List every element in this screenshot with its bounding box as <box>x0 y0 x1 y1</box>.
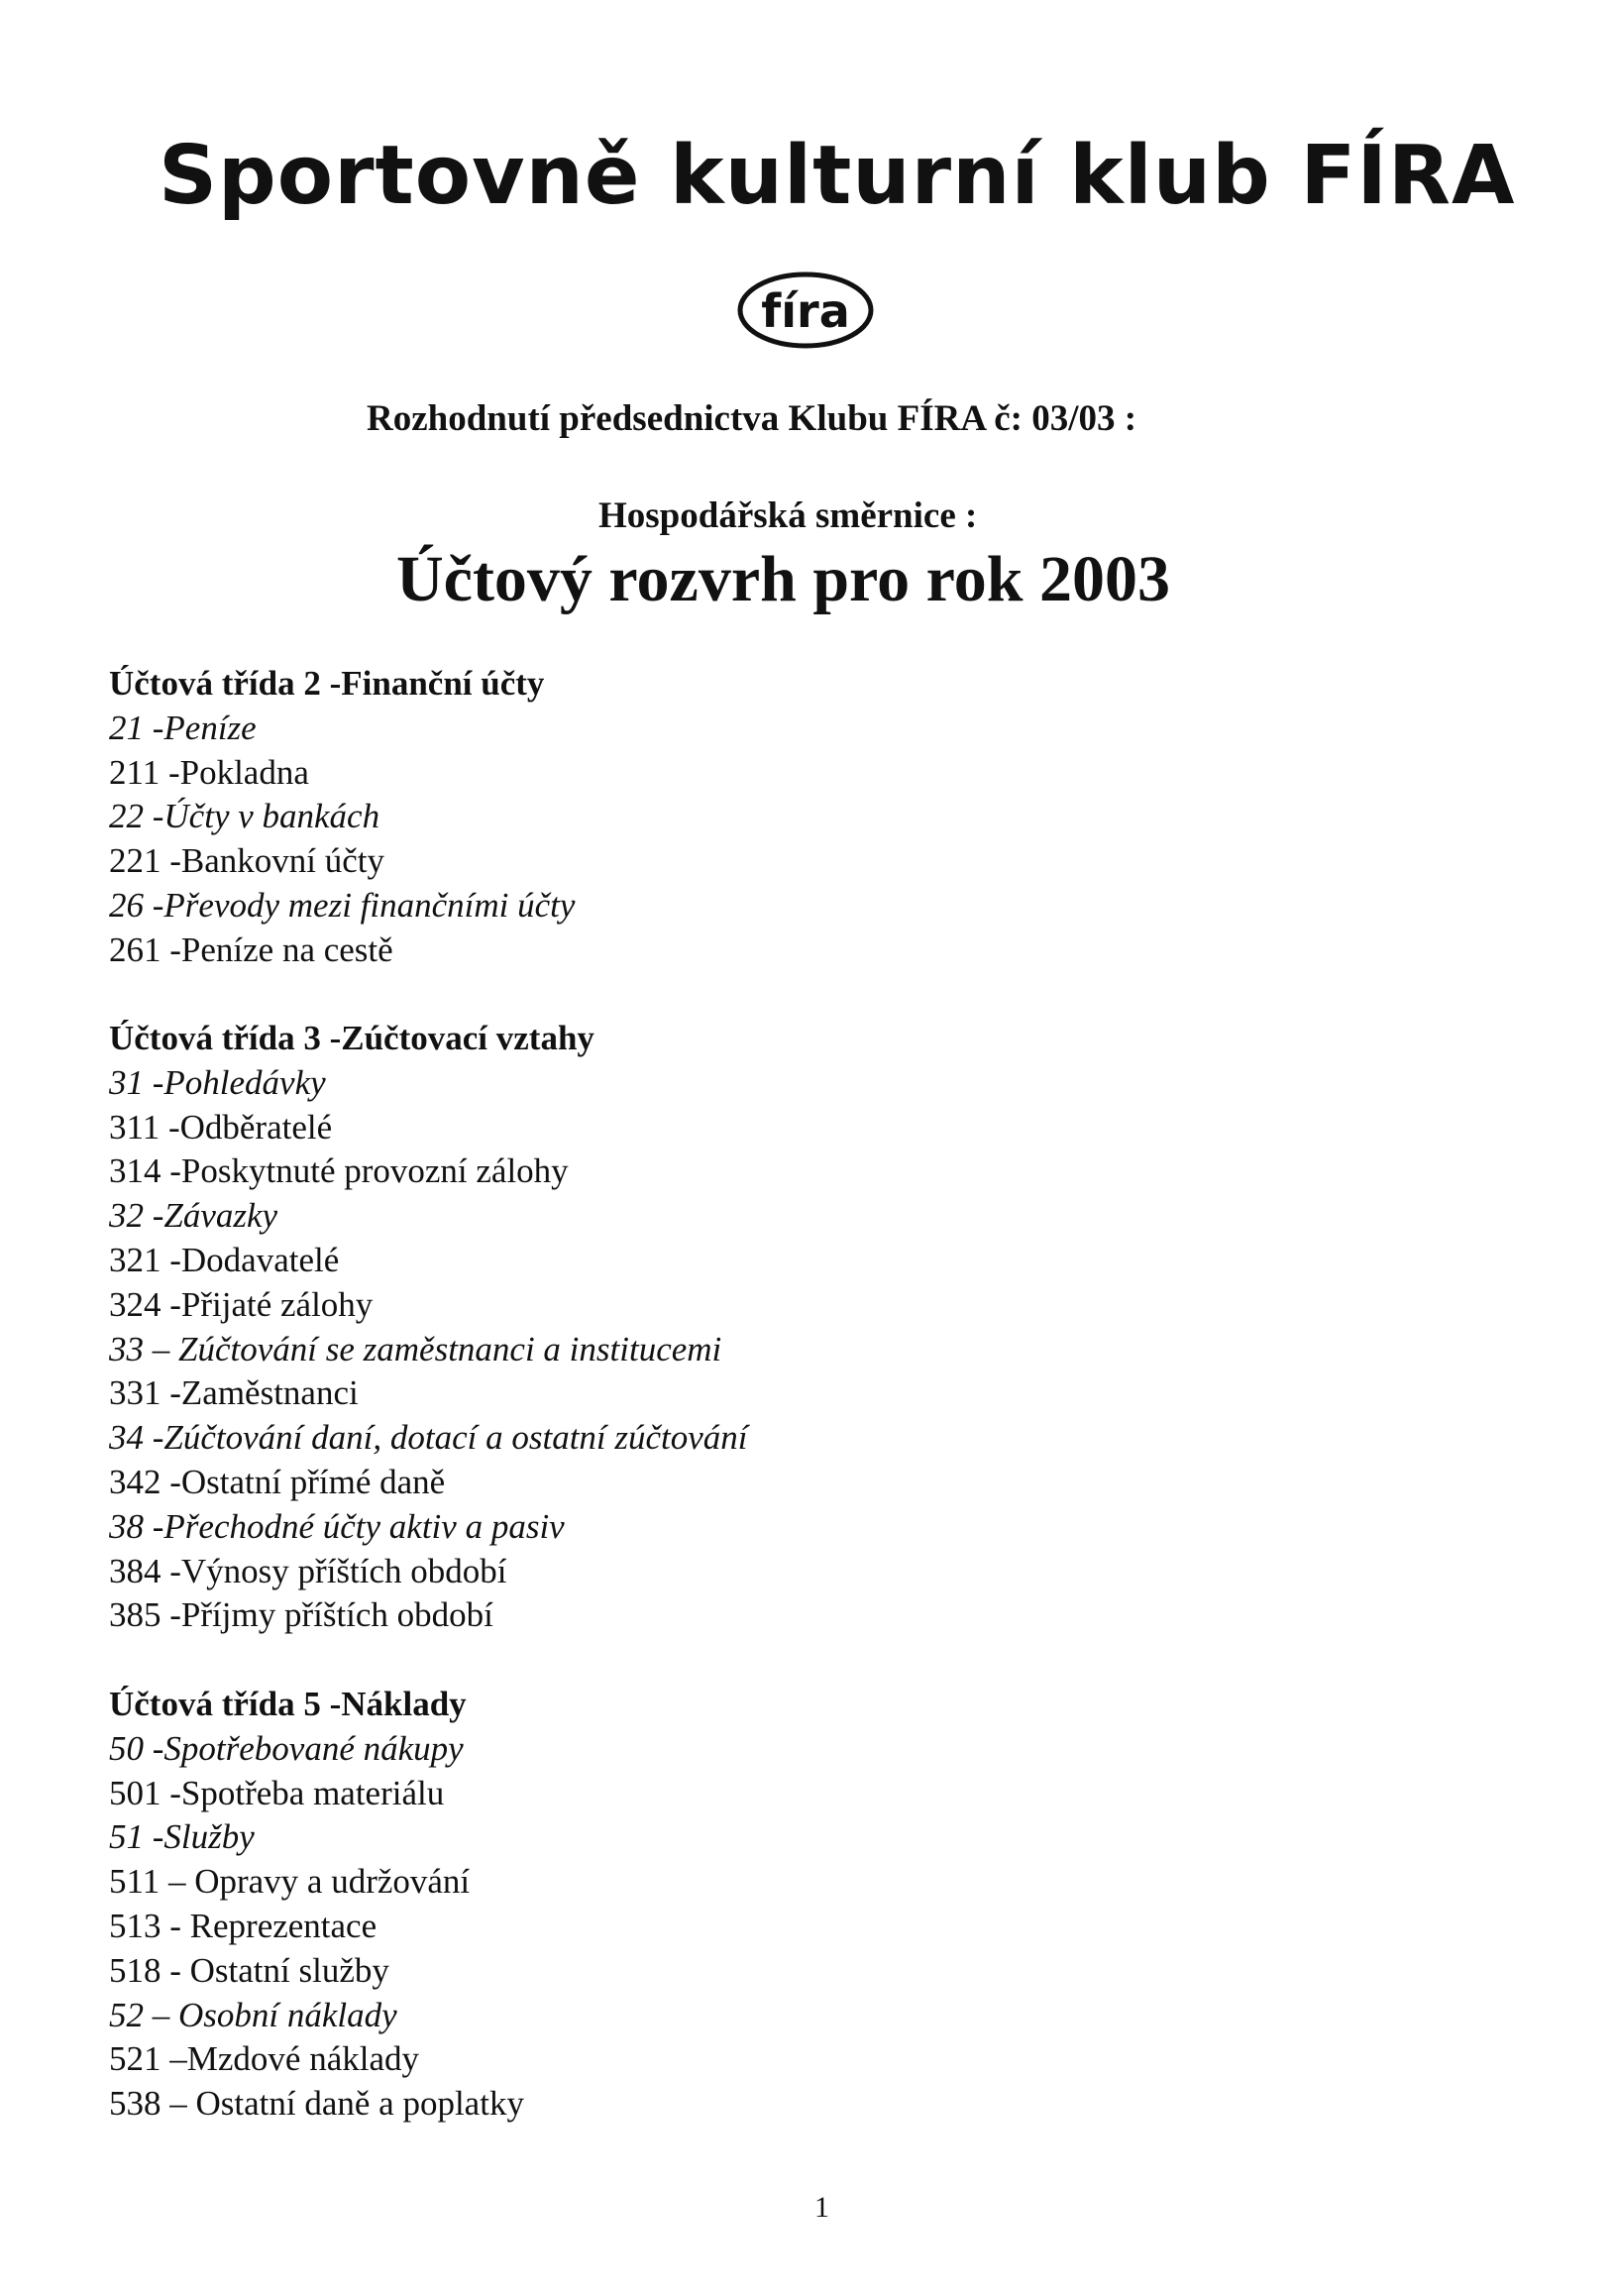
account-entry: 321 -Dodavatelé <box>109 1240 340 1279</box>
account-entry: 521 –Mzdové náklady <box>109 2039 419 2079</box>
account-group: 50 -Spotřebované nákupy <box>109 1728 464 1768</box>
account-class-section <box>109 1683 524 2127</box>
entry-list <box>109 1061 748 1638</box>
account-entry: 324 -Přijaté zálohy <box>109 1284 374 1324</box>
account-entry: 384 -Výnosy příštích období <box>109 1551 507 1590</box>
account-entry: 211 -Pokladna <box>109 752 309 792</box>
account-group: 21 -Peníze <box>109 708 257 747</box>
decision-heading: Rozhodnutí předsednictva Klubu FÍRA č: 03/03 : <box>367 398 1137 439</box>
account-entry: 513 - Reprezentace <box>109 1906 377 1945</box>
account-entry: 331 -Zaměstnanci <box>109 1373 359 1413</box>
account-class-section <box>109 662 575 973</box>
entry-list <box>109 707 575 973</box>
account-entry: 261 -Peníze na cestě <box>109 929 393 969</box>
main-title: Účtový rozvrh pro rok 2003 <box>396 543 1170 615</box>
section-heading: Účtová třída 2 -Finanční účty <box>109 664 545 703</box>
fira-logo <box>731 266 880 355</box>
account-group: 51 -Služby <box>109 1817 255 1857</box>
account-entry: 311 -Odběratelé <box>109 1107 333 1147</box>
account-group: 38 -Přechodné účty aktiv a pasiv <box>109 1506 565 1546</box>
account-entry: 342 -Ostatní přímé daně <box>109 1462 446 1501</box>
account-entry: 518 - Ostatní služby <box>109 1950 389 1990</box>
account-entry: 538 – Ostatní daně a poplatky <box>109 2084 524 2124</box>
entry-list <box>109 1727 524 2127</box>
account-entry: 314 -Poskytnuté provozní zálohy <box>109 1151 569 1191</box>
section-heading: Účtová třída 5 -Náklady <box>109 1685 467 1723</box>
account-group: 52 – Osobní náklady <box>109 1995 397 2034</box>
account-group: 31 -Pohledávky <box>109 1062 326 1102</box>
account-group: 32 -Závazky <box>109 1196 278 1236</box>
account-group: 33 – Zúčtování se zaměstnanci a institucemi <box>109 1329 722 1368</box>
account-entry: 385 -Příjmy příštích období <box>109 1595 493 1635</box>
directive-heading: Hospodářská směrnice : <box>598 495 978 536</box>
account-entry: 221 -Bankovní účty <box>109 841 385 881</box>
account-group: 22 -Účty v bankách <box>109 797 380 836</box>
account-entry: 501 -Spotřeba materiálu <box>109 1773 445 1812</box>
section-heading: Účtová třída 3 -Zúčtovací vztahy <box>109 1019 594 1057</box>
account-group: 26 -Převody mezi finančními účty <box>109 885 576 925</box>
page-number: 1 <box>814 2191 829 2224</box>
account-class-section <box>109 1017 748 1638</box>
logo-text: fíra <box>761 284 850 338</box>
club-title: Sportovně kulturní klub FÍRA <box>159 129 1516 223</box>
account-entry: 511 – Opravy a udržování <box>109 1862 471 1902</box>
account-group: 34 -Zúčtování daní, dotací a ostatní zúčtování <box>109 1418 748 1458</box>
